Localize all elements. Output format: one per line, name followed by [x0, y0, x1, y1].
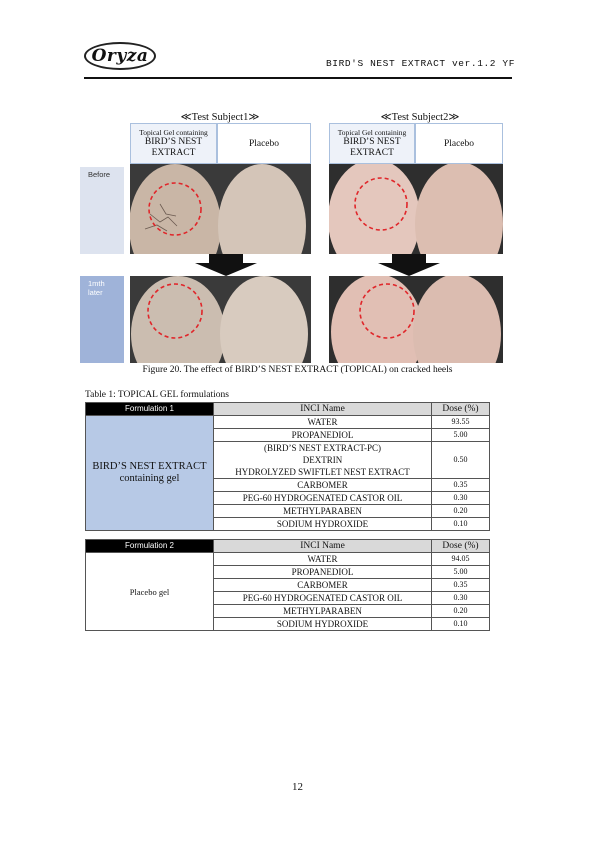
inci-column-header: INCI Name	[214, 540, 432, 553]
inci-name-cell: WATER	[214, 553, 432, 566]
dose-cell: 5.00	[432, 429, 490, 442]
subject2-before-photo	[329, 164, 503, 254]
formulation1-table	[85, 402, 490, 531]
subject1-before-photo	[130, 164, 311, 254]
dose-cell: 0.30	[432, 492, 490, 505]
formulation1-header: Formulation 1	[86, 403, 214, 416]
gel-label-line1: BIRD’S NEST	[343, 137, 401, 148]
gel-label-line2: EXTRACT	[350, 147, 394, 158]
subject2-gel-label	[329, 123, 415, 164]
formulation1-label-line2: containing gel	[119, 473, 180, 484]
down-arrow-icon	[195, 254, 257, 276]
inci-name-cell: CARBOMER	[214, 579, 432, 592]
inci-name-cell	[214, 442, 432, 479]
inci-name-cell: METHYLPARABEN	[214, 605, 432, 618]
dose-column-header: Dose (%)	[432, 403, 490, 416]
gel-label-small: Topical Gel containing	[139, 127, 208, 137]
after-band	[80, 276, 124, 363]
dose-column-header: Dose (%)	[432, 540, 490, 553]
inci-column-header: INCI Name	[214, 403, 432, 416]
inci-name-cell: PROPANEDIOL	[214, 429, 432, 442]
formulation2-header: Formulation 2	[86, 540, 214, 553]
dose-cell: 5.00	[432, 566, 490, 579]
dose-cell: 0.35	[432, 479, 490, 492]
table-row	[86, 416, 490, 429]
dose-cell: 0.10	[432, 518, 490, 531]
gel-label-line1: BIRD’S NEST	[144, 137, 203, 148]
figure-caption: Figure 20. The effect of BIRD’S NEST EXTRACT (TOPICAL) on cracked heels	[142, 365, 453, 375]
placebo-label: Placebo	[248, 138, 280, 149]
dose-cell: 0.20	[432, 505, 490, 518]
inci-name-cell: PROPANEDIOL	[214, 566, 432, 579]
page-number: 12	[292, 781, 303, 793]
table-header-row	[86, 540, 490, 553]
gel-label-small: Topical Gel containing	[337, 127, 407, 137]
dose-cell: 94.05	[432, 553, 490, 566]
table-row	[86, 553, 490, 566]
dose-cell: 0.35	[432, 579, 490, 592]
formulation1-label	[86, 416, 214, 531]
table-caption: Table 1: TOPICAL GEL formulations	[85, 390, 229, 400]
after-label-line1: 1mth	[88, 279, 105, 288]
before-band	[80, 167, 124, 254]
header-rule	[84, 77, 512, 79]
inci-name-cell: METHYLPARABEN	[214, 505, 432, 518]
inci-name-cell: CARBOMER	[214, 479, 432, 492]
inci-name-cell: PEG-60 HYDROGENATED CASTOR OIL	[214, 492, 432, 505]
before-label: Before	[88, 170, 111, 179]
subject1-title: ≪Test Subject1≫	[180, 112, 260, 123]
oryza-logo: Oryza	[84, 42, 156, 70]
inci-name-line: DEXTRIN	[302, 455, 343, 465]
dose-cell: 93.55	[432, 416, 490, 429]
table-header-row	[86, 403, 490, 416]
subject2-placebo-label	[415, 123, 503, 164]
formulation2-label: Placebo gel	[86, 553, 214, 631]
formulation1-label-line1: BIRD’S NEST EXTRACT	[92, 461, 207, 472]
dose-cell: 0.20	[432, 605, 490, 618]
subject1-after-photo	[130, 276, 311, 363]
down-arrow-icon	[378, 254, 440, 276]
dose-cell: 0.50	[432, 442, 490, 479]
inci-name-cell: SODIUM HYDROXIDE	[214, 618, 432, 631]
dose-cell: 0.10	[432, 618, 490, 631]
inci-name-cell: PEG-60 HYDROGENATED CASTOR OIL	[214, 592, 432, 605]
subject2-after-photo	[329, 276, 503, 363]
formulation2-table	[85, 539, 490, 631]
subject1-gel-label	[130, 123, 217, 164]
inci-name-cell: SODIUM HYDROXIDE	[214, 518, 432, 531]
inci-name-line: HYDROLYZED SWIFTLET NEST EXTRACT	[235, 467, 410, 477]
header-title: BIRD'S NEST EXTRACT ver.1.2 YF	[325, 58, 515, 69]
dose-cell: 0.30	[432, 592, 490, 605]
subject2-title: ≪Test Subject2≫	[380, 112, 460, 123]
after-label-line2: later	[88, 287, 103, 297]
subject1-placebo-label	[217, 123, 311, 164]
placebo-label: Placebo	[443, 138, 475, 149]
inci-name-line: (BIRD’S NEST EXTRACT-PC)	[263, 443, 381, 453]
inci-name-cell: WATER	[214, 416, 432, 429]
gel-label-line2: EXTRACT	[151, 147, 196, 158]
